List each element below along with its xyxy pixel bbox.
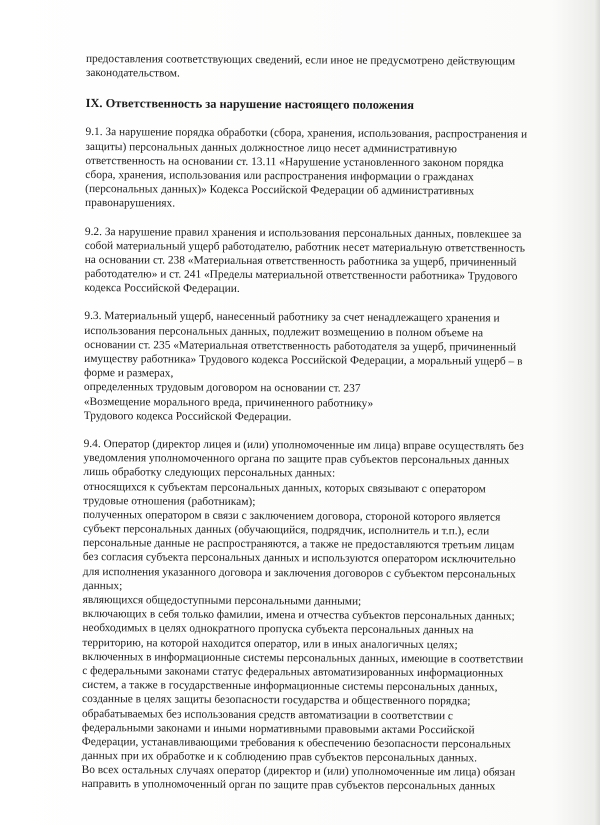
- text-line: персональные данные не распространяются, а также не предоставляются третьим лицам: [82, 537, 515, 552]
- paragraph-9-3: [84, 309, 555, 425]
- scan-edge-shadow: [594, 0, 600, 825]
- text-line: (персональных данных)» Кодекса Российской Федерации об административных: [85, 183, 475, 198]
- text-line: включенных в информационные системы персональных данных, имеющие в соответствии: [82, 650, 524, 666]
- text-line: правонарушениях.: [85, 197, 176, 210]
- text-line: Федерации, устанавливающими требования к обеспечению безопасности персональных: [81, 735, 511, 751]
- text-line: Во всех остальных случаях оператор (директор и (или) уполномоченные им лица) обязан: [81, 764, 516, 779]
- text-line: Трудового кодекса Российской Федерации.: [83, 409, 292, 424]
- text-line: работодателю» и ст. 241 «Пределы материальной ответственности работника» Трудового: [84, 268, 518, 283]
- text-line: включающих в себя только фамилии, имена и отчества субъектов персональных данных;: [82, 608, 515, 623]
- text-line: определенных трудовым договором на основании ст. 237: [83, 381, 361, 396]
- paragraph-9-1: [85, 125, 556, 213]
- text-line: собой материальный ущерб работодателю, работник несет материальную ответственность: [84, 239, 525, 255]
- text-line: «Возмещение морального вреда, причиненного работнику»: [83, 395, 374, 410]
- section-heading: IX. Ответственность за нарушение настоящего положения: [85, 96, 415, 113]
- paragraph-9-4: [81, 437, 553, 795]
- text-line: данных при их обработке и к соблюдению прав субъектов персональных данных.: [81, 750, 478, 765]
- text-line: лишь обработку следующих персональных данных:: [83, 466, 336, 480]
- text-line: трудовые отношения (работникам);: [83, 494, 256, 508]
- paragraph-9-2: [85, 224, 555, 298]
- text-line: законодательством.: [85, 67, 180, 80]
- text-line: относящихся к субъектам персональных данных, которых связывают с оператором: [83, 480, 486, 495]
- text-line: форме и размерах,: [84, 367, 174, 380]
- text-line: использования персональных данных, подлежит возмещению в полном объеме на: [84, 324, 484, 340]
- text-line: созданные в целях защиты безопасности государства и общественного порядка;: [82, 693, 471, 708]
- text-line: систем, а также в государственные информационные системы персональных данных,: [82, 679, 498, 694]
- text-line: территорию, на которой находится оператор, или в иных аналогичных целях;: [82, 636, 458, 651]
- text-line: 9.3. Материальный ущерб, нанесенный работнику за счет ненадлежащего хранения и: [84, 310, 500, 325]
- text-line: для исполнения указанного договора и заключения договоров с субъектом персональных: [82, 565, 516, 581]
- text-line: федеральными законами и иными нормативными правовыми актами Российской: [81, 721, 475, 737]
- text-line: направить в уполномоченный орган по защите прав субъектов персональных данных: [81, 778, 496, 793]
- text-line: уведомления уполномоченного органа по защите прав субъектов персональных данных: [83, 452, 510, 467]
- document-body: [81, 52, 556, 796]
- text-line: данных;: [82, 579, 123, 593]
- text-line: сбора, хранения, использования или распространения информации о гражданах: [85, 168, 474, 184]
- text-line: 9.4. Оператор (директор лицея и (или) уполномоченные им лица) вправе осуществлять без: [83, 437, 524, 453]
- text-line: 9.2. За нарушение правил хранения и использования персональных данных, повлекшее за: [84, 225, 522, 241]
- text-line: ответственность на основании ст. 13.11 «Нарушение установленного законом порядка: [85, 154, 504, 170]
- text-line: субъект персональных данных (обучающийся, подрядчик, исполнитель и т.п.), если: [83, 523, 490, 538]
- text-line: с федеральными законами статус федеральных автоматизированных информационных: [82, 664, 504, 680]
- text-line: 9.1. За нарушение порядка обработки (сбора, хранения, использования, распространения и: [85, 126, 528, 142]
- text-line: имуществу работника» Трудового кодекса Российской Федерации, а моральный ущерб – в: [84, 352, 523, 368]
- text-line: на основании ст. 238 «Материальная ответственность работника за ущерб, причиненный: [84, 253, 517, 269]
- text-line: без согласия субъекта персональных данных и используются оператором исключительно: [82, 551, 516, 567]
- text-line: обрабатываемых без использования средств автоматизации в соответствии с: [81, 707, 454, 722]
- text-line: предоставления соответствующих сведений, если иное не предусмотрено действующим: [85, 52, 516, 68]
- text-line: полученных оператором в связи с заключением договора, стороной которого является: [83, 508, 501, 524]
- text-line: являющихся общедоступными персональными данными;: [82, 593, 362, 608]
- text-line: защиты) персональных данных должностное лицо несет административную: [85, 140, 457, 155]
- text-line: необходимых в целях однократного пропуска субъекта персональных данных на: [82, 622, 474, 637]
- text-line: основании ст. 235 «Материальная ответственность работодателя за ущерб, причиненный: [84, 338, 517, 354]
- intro-paragraph: [86, 52, 556, 83]
- text-line: кодекса Российской Федерации.: [84, 282, 240, 296]
